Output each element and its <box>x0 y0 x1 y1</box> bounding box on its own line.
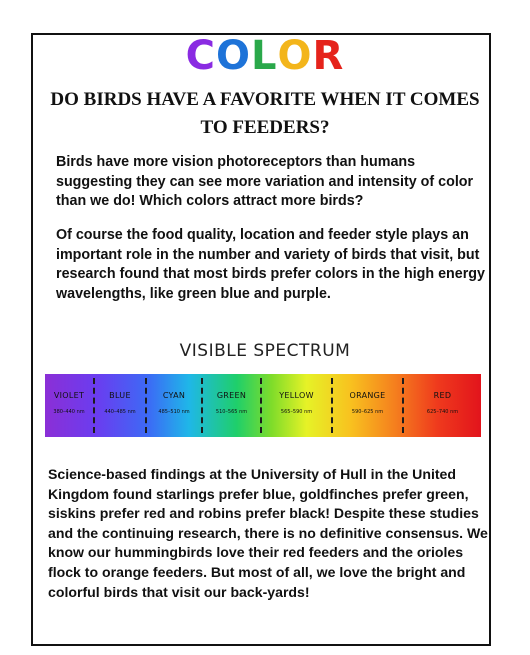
band-name: VIOLET <box>53 391 85 400</box>
findings-paragraph: Science-based findings at the University of Hull in the United Kingdom found starlings prefer blue, goldfinches prefer green, siskins prefer red and robins prefer black! Despite these studies and the continuing research, there is no definitive consensus. We know our hummingbirds love their red feeders and the orioles flock to orange feeders. But most of all, we love the bright and colorful birds that visit our back-yards! <box>48 466 488 600</box>
band-name: CYAN <box>162 391 186 400</box>
band-range: 590–625 nm <box>351 409 384 415</box>
band-range: 510–565 nm <box>215 409 248 415</box>
band-range: 380–440 nm <box>53 409 85 415</box>
band-name: RED <box>433 391 452 400</box>
band-blue <box>95 374 145 437</box>
band-range: 440–485 nm <box>104 409 136 415</box>
band-yellow <box>262 374 331 437</box>
heading-letter: C <box>185 33 216 79</box>
intro-paragraph: Birds have more vision photoreceptors than humans suggesting they can see more variation and intensity of color than we do! Which colors attract more birds? <box>56 154 474 210</box>
band-range: 485–510 nm <box>158 409 190 415</box>
band-name: BLUE <box>109 391 131 400</box>
visible-spectrum-bar <box>45 374 481 437</box>
band-violet <box>45 374 93 437</box>
spectrum-title: VISIBLE SPECTRUM <box>179 341 351 361</box>
color-heading <box>0 33 530 79</box>
band-cyan <box>147 374 201 437</box>
research-paragraph: Of course the food quality, location and feeder style plays an important role in the number and variety of birds that visit, but research found that most birds prefer colors in the high energy wavelengths, like green blue and purple. <box>56 227 485 302</box>
band-range: 625–740 nm <box>426 409 459 415</box>
page-headline: DO BIRDS HAVE A FAVORITE WHEN IT COMES TO FEEDERS? <box>50 89 480 138</box>
band-red <box>404 374 481 437</box>
band-name: ORANGE <box>349 391 386 400</box>
heading-letter: O <box>277 33 313 79</box>
band-range: 565–590 nm <box>280 409 313 415</box>
band-orange <box>333 374 402 437</box>
band-name: YELLOW <box>279 391 314 400</box>
heading-letter: L <box>251 33 278 79</box>
heading-letter: R <box>312 33 345 79</box>
band-name: GREEN <box>216 391 247 400</box>
heading-letter: O <box>216 33 252 79</box>
band-green <box>203 374 260 437</box>
